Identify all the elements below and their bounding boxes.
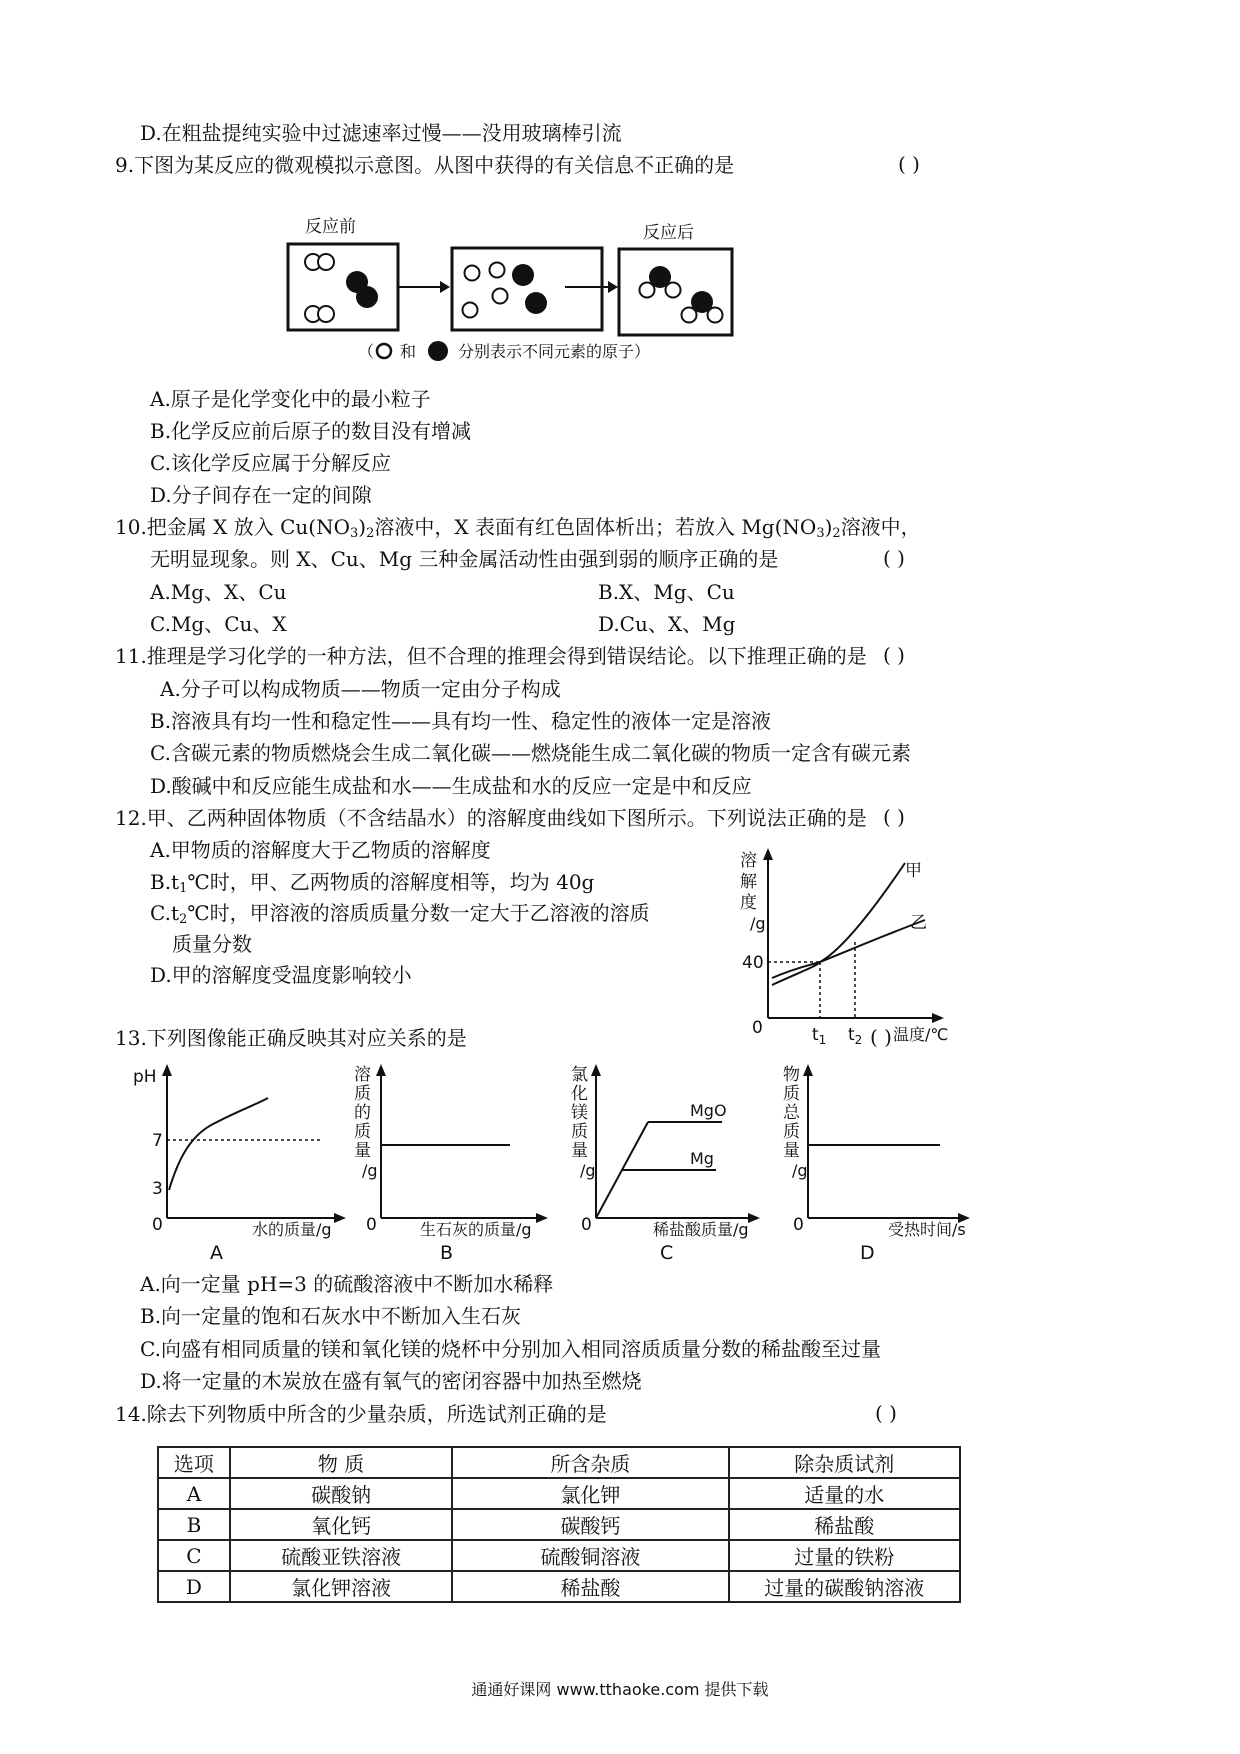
svg-text:生石灰的质量/g: 生石灰的质量/g [420,1220,532,1239]
svg-text:量: 量 [783,1141,800,1161]
svg-text:总: 总 [783,1103,800,1123]
svg-text:质: 质 [783,1084,800,1104]
svg-text:质: 质 [354,1084,371,1104]
graph-b [354,1064,548,1264]
svg-text:水的质量/g: 水的质量/g [252,1220,332,1239]
graph-c [571,1064,760,1264]
svg-text:D: D [860,1242,875,1264]
q13-stem: 13.下列图像能正确反映其对应关系的是 [115,1026,467,1050]
svg-text:Mg: Mg [690,1149,714,1168]
q13-answer-paren: ( ) [870,1025,892,1049]
svg-text:0: 0 [152,1215,163,1235]
origin-label: 0 [752,1018,763,1038]
q9-answer-paren: ( ) [898,152,920,176]
q14-answer-paren: ( ) [875,1401,897,1425]
q12-option-c-cont: 质量分数 [172,932,252,956]
before-label: 反应前 [305,217,356,237]
q14-stem: 14.除去下列物质中所含的少量杂质，所选试剂正确的是 [115,1402,607,1426]
table-cell: 过量的铁粉 [729,1540,960,1571]
svg-text:量: 量 [354,1141,371,1161]
q11-option-a: A.分子可以构成物质——物质一定由分子构成 [160,677,561,701]
q13-option-b: B.向一定量的饱和石灰水中不断加入生石灰 [140,1304,522,1328]
q12-answer-paren: ( ) [883,805,905,829]
table-header-cell: 选项 [158,1447,230,1478]
svg-text:0: 0 [581,1215,592,1235]
svg-text:C: C [660,1242,674,1264]
svg-text:和: 和 [400,342,417,361]
table-cell: 过量的碳酸钠溶液 [729,1571,960,1602]
q12-option-d: D.甲的溶解度受温度影响较小 [150,963,412,987]
q10-option-d: D.Cu、X、Mg [598,612,736,636]
table-cell: D [158,1571,230,1602]
svg-text:物: 物 [783,1065,800,1085]
table-cell: A [158,1478,230,1509]
q10-stem: 10.把金属 X 放入 $Cu(NO_3)_2$溶液中，X 表面有红色固体析出；若放入 $Mg(NO_3)_2$溶液中， [115,515,921,541]
svg-text:7: 7 [152,1131,163,1151]
table-cell: 稀盐酸 [729,1509,960,1540]
after-label: 反应后 [643,223,694,243]
graph-a [133,1064,346,1264]
svg-text:稀盐酸质量/g: 稀盐酸质量/g [653,1220,749,1239]
q8-option-d: D.在粗盐提纯实验中过滤速率过慢——没用玻璃棒引流 [140,121,622,145]
q10-option-c: C.Mg、Cu、X [150,612,287,636]
svg-text:（: （ [358,342,375,361]
table-header-cell: 所含杂质 [452,1447,728,1478]
svg-text:A: A [210,1242,223,1264]
table-cell: C [158,1540,230,1571]
q10-answer-paren: ( ) [883,546,905,570]
q12-option-a: A.甲物质的溶解度大于乙物质的溶解度 [150,838,491,862]
y-label-char: 解 [740,872,757,892]
table-header-row [158,1447,960,1478]
q10-option-b: B.X、Mg、Cu [598,580,735,604]
table-cell: 氧化钙 [230,1509,452,1540]
q12-option-c: $C.t_2℃$时，甲溶液的溶质质量分数一定大于乙溶液的溶质 [150,901,650,927]
svg-text:MgO: MgO [690,1101,727,1120]
q9-option-d: D.分子间存在一定的间隙 [150,483,372,507]
q13-option-c: C.向盛有相同质量的镁和氧化镁的烧杯中分别加入相同溶质质量分数的稀盐酸至过量 [140,1337,881,1361]
table-row [158,1478,960,1509]
table-cell: 硫酸亚铁溶液 [230,1540,452,1571]
table-cell: 碳酸钠 [230,1478,452,1509]
y-tick-40: 40 [742,953,764,973]
svg-text:/g: /g [792,1161,808,1180]
curve-yi-label: 乙 [910,913,927,933]
table-row [158,1509,960,1540]
y-label-char: 度 [740,893,757,913]
q9-option-c: C.该化学反应属于分解反应 [150,451,391,475]
y-label-char: 溶 [740,851,757,871]
x-axis-label: 温度/℃ [893,1025,949,1044]
table-header-cell: 物 质 [230,1447,452,1478]
table-cell: 稀盐酸 [452,1571,728,1602]
svg-text:B: B [440,1242,454,1264]
q9-stem: 9.下图为某反应的微观模拟示意图。从图中获得的有关信息不正确的是 [115,153,735,177]
q12-stem: 12.甲、乙两种固体物质（不含结晶水）的溶解度曲线如下图所示。下列说法正确的是 [115,806,867,830]
q13-option-d: D.将一定量的木炭放在盛有氧气的密闭容器中加热至燃烧 [140,1369,642,1393]
table-header-cell: 除杂质试剂 [729,1447,960,1478]
q12-option-b: $B.t_1℃$时，甲、乙两物质的溶解度相等，均为 40g [150,870,595,896]
svg-text:质: 质 [571,1122,588,1142]
svg-text:量: 量 [571,1141,588,1161]
t1-label: $t_1$ [812,1025,827,1047]
q13-option-a: A.向一定量 pH=3 的硫酸溶液中不断加水稀释 [140,1272,554,1296]
table-cell: 碳酸钙 [452,1509,728,1540]
svg-text:0: 0 [793,1215,804,1235]
y-label-char: /g [750,914,766,933]
svg-text:3: 3 [152,1179,163,1199]
q11-option-b: B.溶液具有均一性和稳定性——具有均一性、稳定性的液体一定是溶液 [150,709,772,733]
q9-option-a: A.原子是化学变化中的最小粒子 [150,387,431,411]
graph-d [783,1064,970,1264]
svg-text:的: 的 [354,1103,371,1123]
svg-text:/g: /g [362,1161,378,1180]
table-cell: 氯化钾溶液 [230,1571,452,1602]
q11-option-c: C.含碳元素的物质燃烧会生成二氧化碳——燃烧能生成二氧化碳的物质一定含有碳元素 [150,741,911,765]
q9-option-b: B.化学反应前后原子的数目没有增减 [150,419,472,443]
table-cell: 硫酸铜溶液 [452,1540,728,1571]
q10-option-a: A.Mg、X、Cu [150,580,287,604]
svg-text:质: 质 [783,1122,800,1142]
svg-text:pH: pH [133,1067,157,1087]
table-row [158,1540,960,1571]
svg-text:质: 质 [354,1122,371,1142]
svg-text:0: 0 [366,1215,377,1235]
svg-text:化: 化 [571,1084,588,1104]
svg-text:溶: 溶 [354,1065,371,1085]
q14-options-table [157,1446,961,1603]
svg-text:镁: 镁 [571,1103,588,1123]
table-cell: B [158,1509,230,1540]
q10-stem-line2: 无明显现象。则 X、Cu、Mg 三种金属活动性由强到弱的顺序正确的是 [150,547,779,571]
svg-text:氯: 氯 [571,1065,588,1085]
footer-credit: 通通好课网 www.tthaoke.com 提供下载 [471,1680,769,1699]
q11-stem: 11.推理是学习化学的一种方法，但不合理的推理会得到错误结论。以下推理正确的是 [115,644,867,668]
table-cell: 氯化钾 [452,1478,728,1509]
table-row [158,1571,960,1602]
svg-text:受热时间/s: 受热时间/s [888,1220,966,1239]
q11-option-d: D.酸碱中和反应能生成盐和水——生成盐和水的反应一定是中和反应 [150,774,752,798]
q11-answer-paren: ( ) [883,643,905,667]
svg-text:/g: /g [580,1161,596,1180]
table-cell: 适量的水 [729,1478,960,1509]
curve-jia-label: 甲 [905,861,922,881]
svg-text:分别表示不同元素的原子）: 分别表示不同元素的原子） [458,342,651,361]
t2-label: $t_2$ [848,1025,863,1047]
